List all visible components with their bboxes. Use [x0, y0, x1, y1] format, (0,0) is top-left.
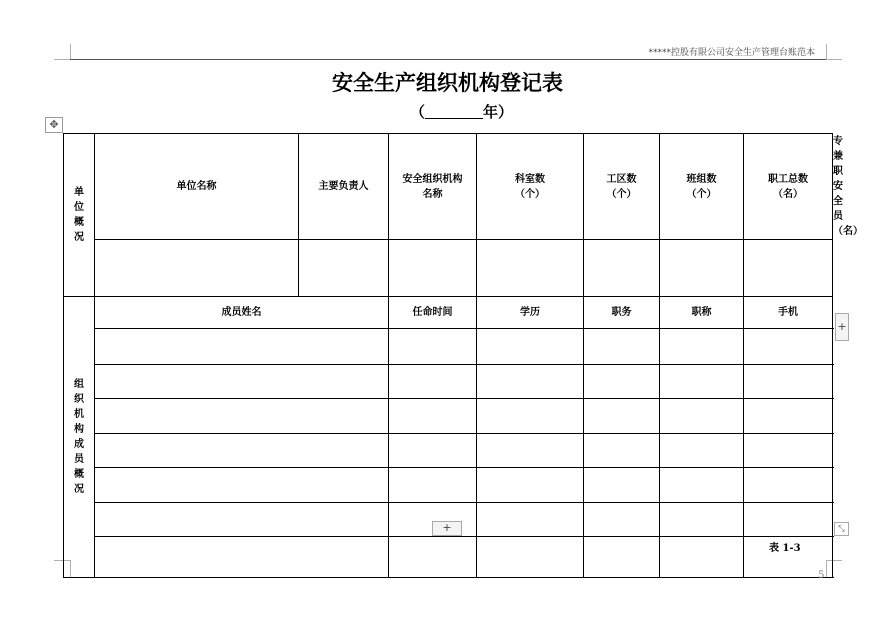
appointment-date-cell[interactable] — [389, 537, 477, 578]
table-row — [64, 468, 833, 503]
header-mobile: 手机 — [744, 297, 833, 329]
member-name-cell[interactable] — [95, 365, 389, 399]
education-cell[interactable] — [477, 329, 584, 365]
cell-unit-name[interactable] — [95, 240, 299, 297]
header-appointment-date: 任命时间 — [389, 297, 477, 329]
crop-mark — [826, 59, 842, 60]
header-member-name: 成员姓名 — [95, 297, 389, 329]
mobile-cell[interactable] — [744, 329, 833, 365]
position-cell[interactable] — [584, 399, 660, 434]
mobile-cell[interactable] — [744, 399, 833, 434]
appointment-date-cell[interactable] — [389, 399, 477, 434]
title-cell[interactable] — [660, 365, 744, 399]
cell-safety-org[interactable] — [389, 240, 477, 297]
position-cell[interactable] — [584, 503, 660, 537]
crop-mark — [54, 59, 70, 60]
table-move-icon[interactable]: ✥ — [45, 117, 63, 133]
member-name-cell[interactable] — [95, 434, 389, 468]
header-title: 职称 — [660, 297, 744, 329]
title-cell[interactable] — [660, 537, 744, 578]
add-column-button[interactable]: + — [835, 313, 849, 341]
header-unit-name: 单位名称 — [95, 134, 299, 240]
header-safety-org: 安全组织机构 名称 — [389, 134, 477, 240]
member-name-cell[interactable] — [95, 329, 389, 365]
header-departments: 科室数 （个） — [477, 134, 584, 240]
table-row — [64, 329, 833, 365]
title-cell[interactable] — [660, 468, 744, 503]
education-cell[interactable] — [477, 468, 584, 503]
education-cell[interactable] — [477, 503, 584, 537]
education-cell[interactable] — [477, 434, 584, 468]
mobile-cell[interactable] — [744, 365, 833, 399]
table-row — [64, 399, 833, 434]
appointment-date-cell[interactable] — [389, 434, 477, 468]
crop-mark — [70, 44, 71, 60]
member-name-cell[interactable] — [95, 399, 389, 434]
add-row-button[interactable]: + — [432, 521, 462, 536]
member-section-label: 组 织 机 构 成 员 概 况 — [64, 297, 95, 578]
header-work-areas: 工区数 （个） — [584, 134, 660, 240]
cell-staff-total[interactable] — [744, 240, 833, 297]
education-cell[interactable] — [477, 537, 584, 578]
header-teams: 班组数 （个） — [660, 134, 744, 240]
mobile-cell[interactable] — [744, 434, 833, 468]
appointment-date-cell[interactable] — [389, 329, 477, 365]
title-cell[interactable] — [660, 434, 744, 468]
page-header: *****控股有限公司安全生产管理台账范本 — [648, 48, 815, 58]
cell-work-areas[interactable] — [584, 240, 660, 297]
year-label: 年） — [483, 103, 514, 121]
title-cell[interactable] — [660, 503, 744, 537]
page-number: 5 — [818, 570, 825, 581]
year-blank[interactable] — [425, 104, 483, 119]
member-name-cell[interactable] — [95, 503, 389, 537]
appointment-date-cell[interactable] — [389, 468, 477, 503]
title-cell[interactable] — [660, 399, 744, 434]
header-staff-total: 职工总数 （名） — [744, 134, 833, 240]
header-position: 职务 — [584, 297, 660, 329]
cell-principal[interactable] — [299, 240, 389, 297]
table-row — [64, 537, 833, 578]
education-cell[interactable] — [477, 399, 584, 434]
registration-table: 单 位 概 况 单位名称 主要负责人 安全组织机构 名称 科室数 （个） 工区数 （个） 班组数 （个） 职工总数 （名） 专兼职安全员 （名） 组 织 机 构 成 员 概 况 成员姓名 任命时间 学历 职务 职称 手机 — [63, 133, 833, 578]
table-row — [64, 365, 833, 399]
year-line — [410, 101, 513, 122]
header-principal: 主要负责人 — [299, 134, 389, 240]
mobile-cell[interactable] — [744, 468, 833, 503]
table-resize-icon[interactable]: ⤡ — [834, 522, 849, 536]
position-cell[interactable] — [584, 537, 660, 578]
member-name-cell[interactable] — [95, 537, 389, 578]
table-number: 表 1-3 — [769, 543, 801, 554]
position-cell[interactable] — [584, 468, 660, 503]
member-name-cell[interactable] — [95, 468, 389, 503]
header-rule — [70, 59, 826, 60]
unit-section-label: 单 位 概 况 — [64, 134, 95, 297]
mobile-cell[interactable] — [744, 503, 833, 537]
position-cell[interactable] — [584, 365, 660, 399]
document-title: 安全生产组织机构登记表 — [332, 70, 563, 95]
position-cell[interactable] — [584, 329, 660, 365]
cell-departments[interactable] — [477, 240, 584, 297]
crop-mark — [826, 44, 827, 60]
title-cell[interactable] — [660, 329, 744, 365]
cell-teams[interactable] — [660, 240, 744, 297]
appointment-date-cell[interactable] — [389, 365, 477, 399]
table-row — [64, 434, 833, 468]
header-education: 学历 — [477, 297, 584, 329]
position-cell[interactable] — [584, 434, 660, 468]
education-cell[interactable] — [477, 365, 584, 399]
year-open-paren: （ — [410, 103, 426, 121]
